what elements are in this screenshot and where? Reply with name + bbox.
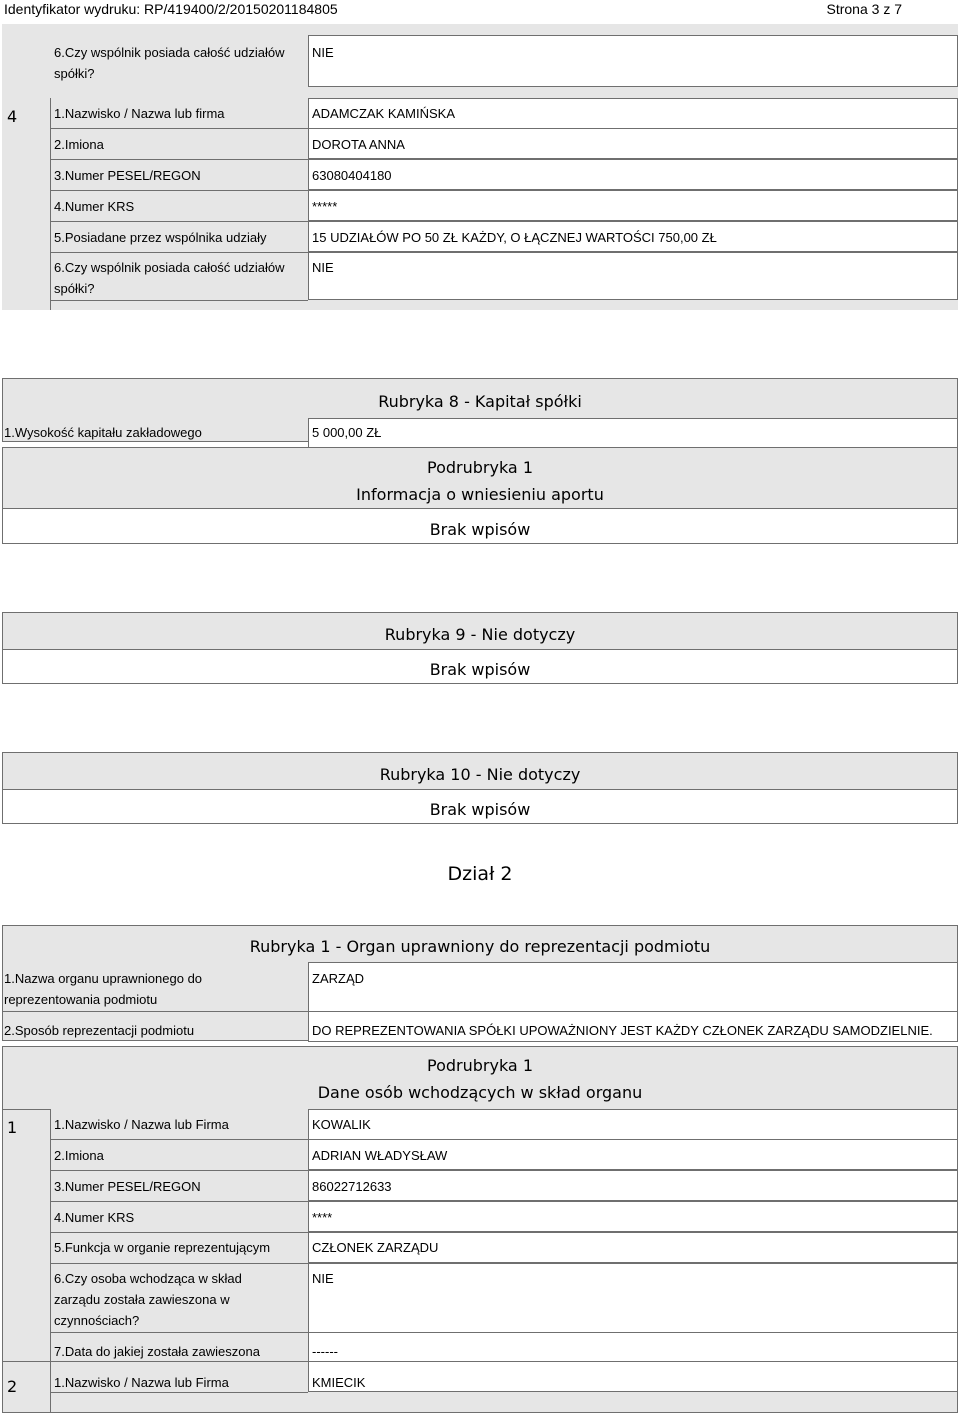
person-value: KOWALIK	[312, 1117, 371, 1132]
partner-label: 6.Czy wspólnik posiada całość udziałów spółki?	[54, 260, 285, 296]
partner-value: 15 UDZIAŁÓW PO 50 ZŁ KAŻDY, O ŁĄCZNEJ WARTOŚCI 750,00 ZŁ	[312, 230, 717, 245]
person-label: 7.Data do jakiej została zawieszona	[54, 1344, 260, 1359]
empty-entries: Brak wpisów	[429, 800, 531, 819]
person-value: 86022712633	[312, 1179, 392, 1194]
podrubryka-title: Podrubryka 1	[427, 458, 533, 477]
person-label: 4.Numer KRS	[54, 1210, 135, 1225]
person-number: 1	[7, 1118, 18, 1137]
empty-entries: Brak wpisów	[429, 660, 531, 679]
top-row-value-cell	[308, 35, 958, 87]
partner-value: NIE	[312, 260, 334, 275]
capital-label: 1.Wysokość kapitału zakładowego	[4, 425, 202, 440]
person-value: CZŁONEK ZARZĄDU	[312, 1240, 439, 1255]
person-value: NIE	[312, 1271, 334, 1286]
partner-value: DOROTA ANNA	[312, 137, 405, 152]
person-value: ------	[312, 1344, 338, 1359]
person-label: 1.Nazwisko / Nazwa lub Firma	[54, 1375, 229, 1390]
person-value: KMIECIK	[312, 1375, 366, 1390]
person-value: ****	[312, 1210, 333, 1225]
capital-value: 5 000,00 ZŁ	[312, 425, 382, 440]
person-label: 6.Czy osoba wchodząca w skład zarządu została zawieszona w czynnościach?	[54, 1271, 242, 1328]
partner-value: ADAMCZAK KAMIŃSKA	[312, 106, 456, 121]
partner-number: 4	[7, 107, 18, 126]
partner-label: 4.Numer KRS	[54, 199, 135, 214]
person-label: 1.Nazwisko / Nazwa lub Firma	[54, 1117, 229, 1132]
person-label: 3.Numer PESEL/REGON	[54, 1179, 201, 1194]
representation-label: 2.Sposób reprezentacji podmiotu	[4, 1023, 195, 1038]
top-row-label: 6.Czy wspólnik posiada całość udziałów spółki?	[54, 45, 285, 81]
print-identifier: Identyfikator wydruku: RP/419400/2/20150201184805	[4, 1, 338, 17]
empty-entries: Brak wpisów	[429, 520, 531, 539]
person-value: ADRIAN WŁADYSŁAW	[312, 1148, 448, 1163]
print-header	[0, 0, 960, 18]
partner-label: 1.Nazwisko / Nazwa lub firma	[54, 106, 225, 121]
rubryka8-title: Rubryka 8 - Kapitał spółki	[378, 392, 582, 411]
person-number: 2	[7, 1377, 18, 1396]
representation-value: DO REPREZENTOWANIA SPÓŁKI UPOWAŻNIONY JEST KAŻDY CZŁONEK ZARZĄDU SAMODZIELNIE.	[312, 1023, 933, 1038]
rubryka10-title: Rubryka 10 - Nie dotyczy	[379, 765, 581, 784]
partner-label: 3.Numer PESEL/REGON	[54, 168, 201, 183]
partner-label: 2.Imiona	[54, 137, 104, 152]
podrubryka-subtitle: Informacja o wniesieniu aportu	[356, 485, 604, 504]
partner-value: 63080404180	[312, 168, 392, 183]
page-number: Strona 3 z 7	[826, 1, 902, 17]
rubryka1-title: Rubryka 1 - Organ uprawniony do reprezentacji podmiotu	[249, 937, 711, 956]
organ-name-value: ZARZĄD	[312, 971, 364, 986]
person-label: 5.Funkcja w organie reprezentującym	[54, 1240, 271, 1255]
section-title: Dział 2	[447, 863, 513, 885]
podrubryka-subtitle: Dane osób wchodzących w skład organu	[317, 1083, 643, 1102]
person-label: 2.Imiona	[54, 1148, 104, 1163]
top-row-value: NIE	[312, 45, 334, 60]
rubryka9-title: Rubryka 9 - Nie dotyczy	[384, 625, 576, 644]
partner-label: 5.Posiadane przez wspólnika udziały	[54, 230, 267, 245]
podrubryka-title: Podrubryka 1	[427, 1056, 533, 1075]
partner-value: *****	[312, 199, 338, 214]
organ-name-label: 1.Nazwa organu uprawnionego do reprezentowania podmiotu	[4, 971, 203, 1007]
